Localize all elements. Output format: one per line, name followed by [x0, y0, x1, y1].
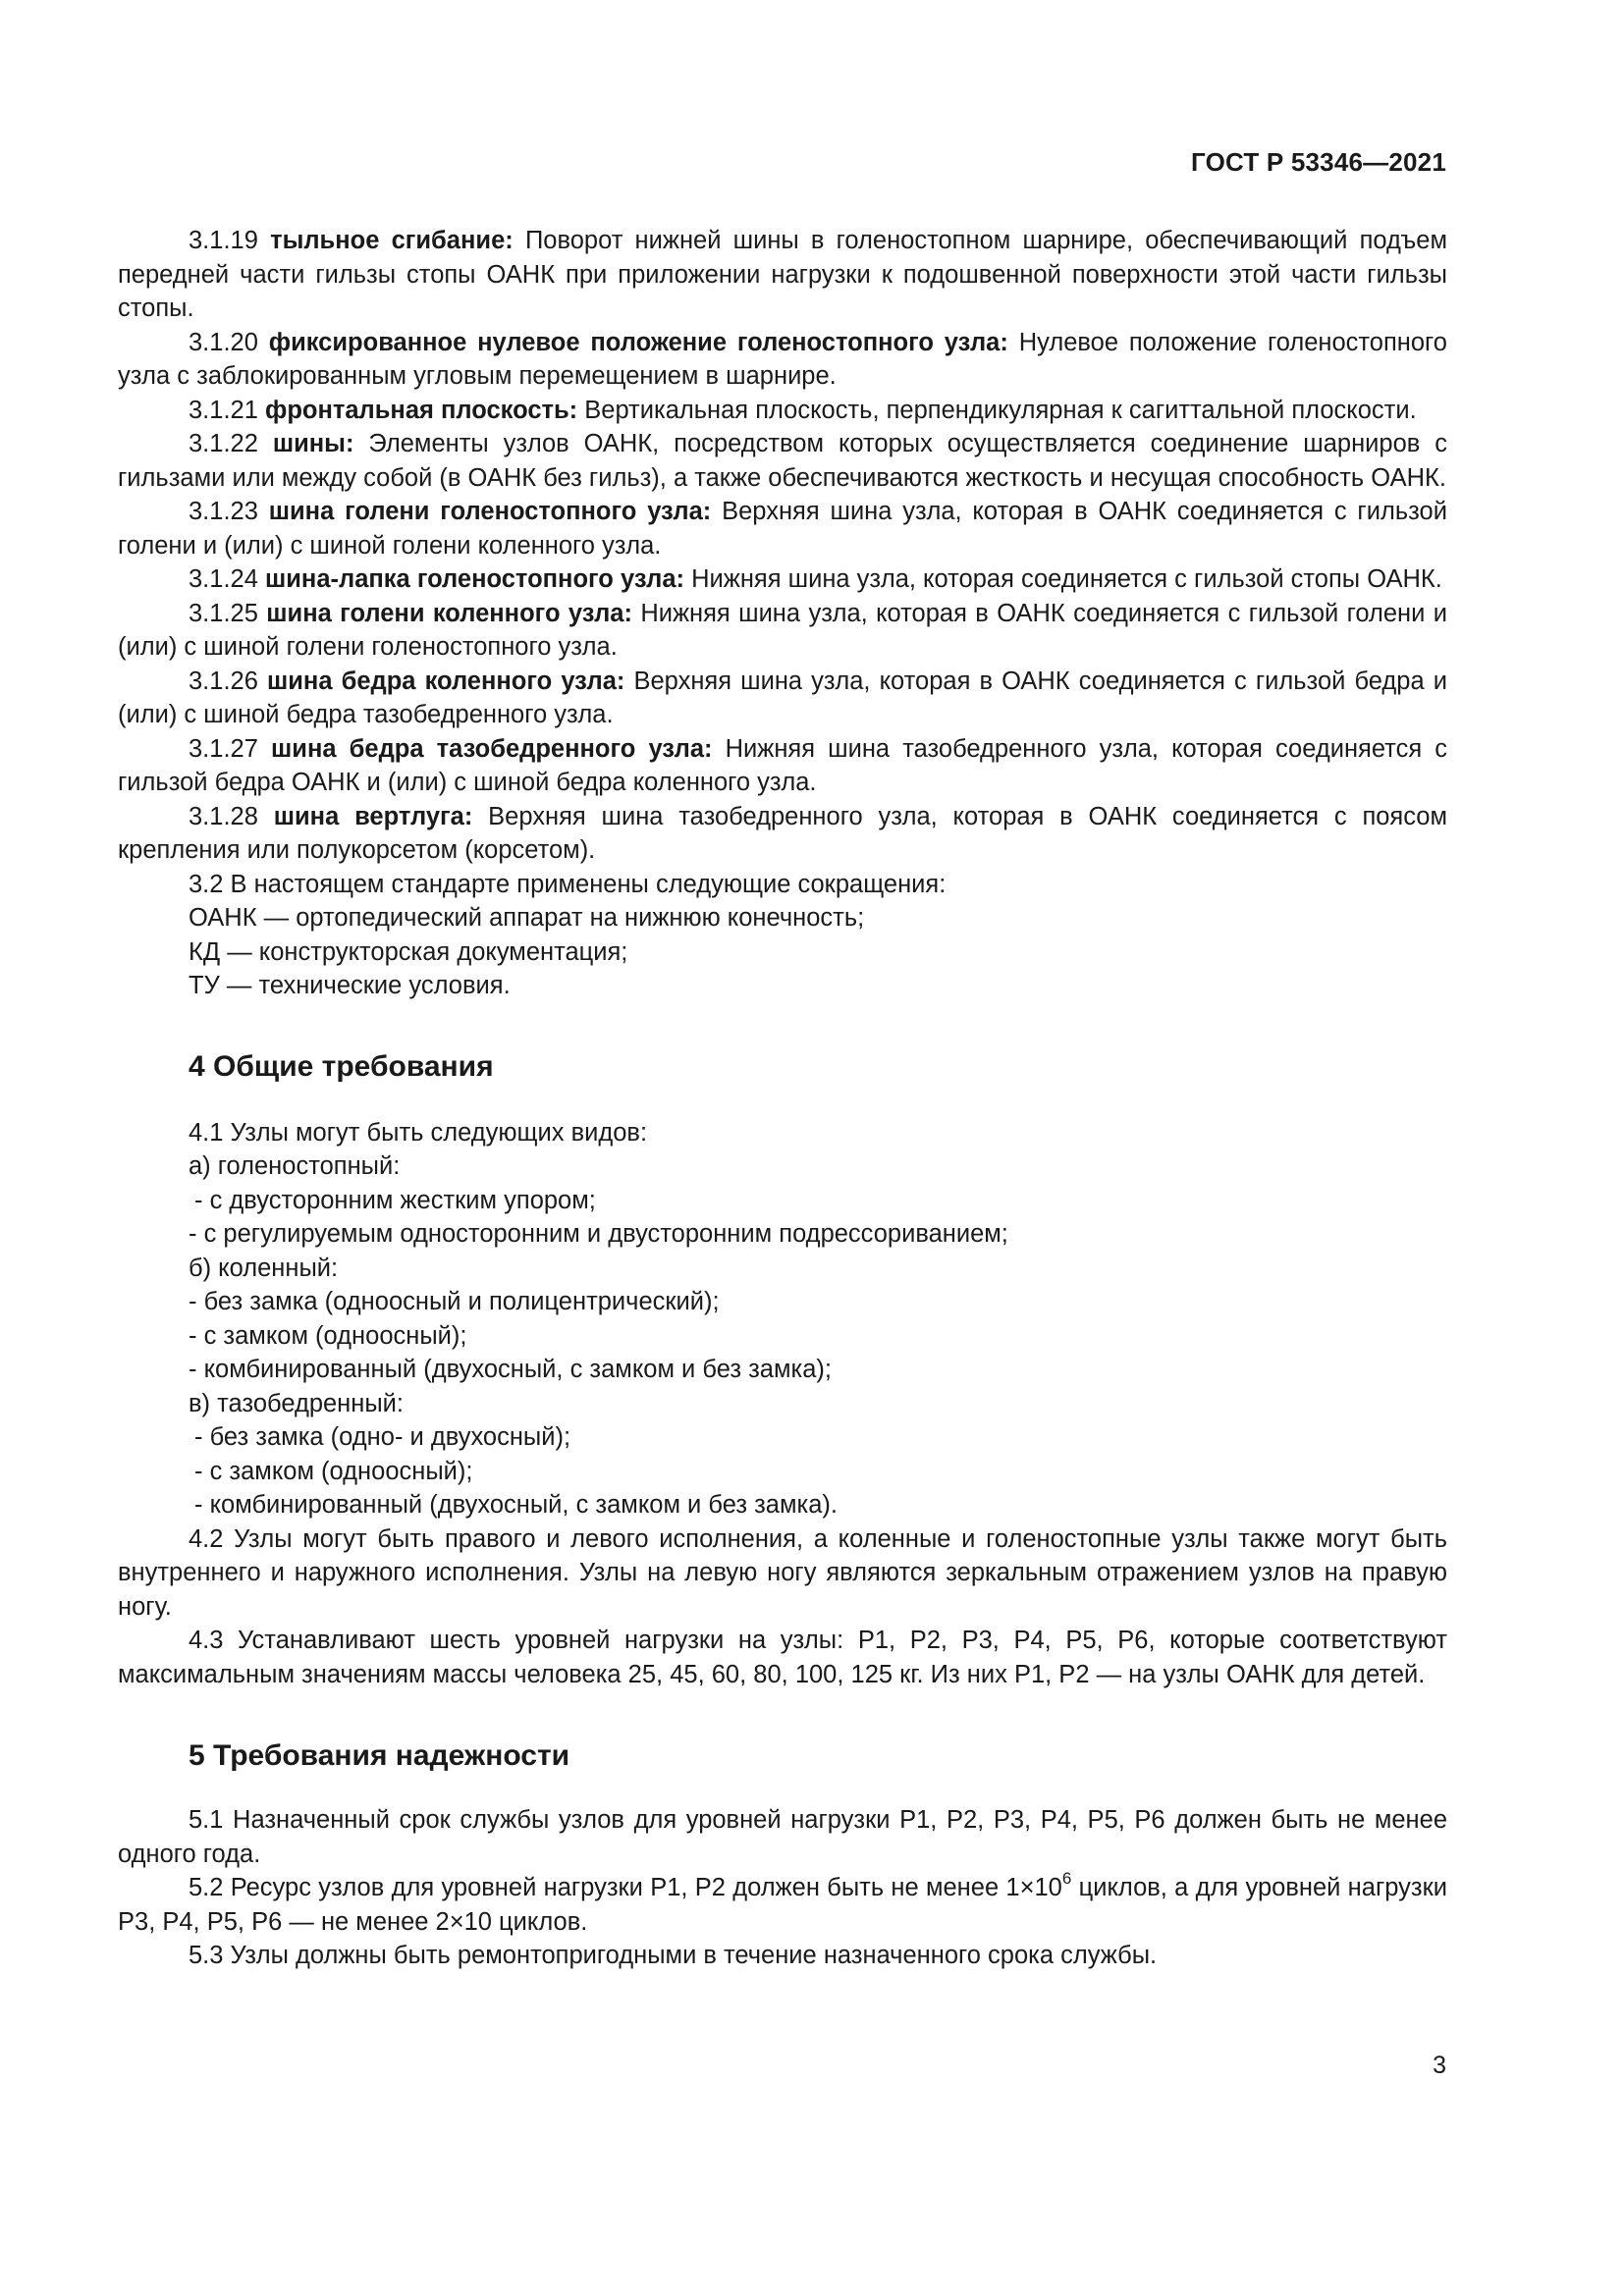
- list-item: - с двусторонним жестким упором;: [194, 1186, 596, 1214]
- clause-5-2: [118, 1868, 1447, 1939]
- definition-term: шины:: [272, 430, 354, 457]
- list-group-knee: б) коленный:: [189, 1254, 339, 1282]
- definition-text: Нижняя шина узла, которая соединяется с гильзой стопы ОАНК.: [691, 565, 1442, 593]
- definition-term: фронтальная плоскость:: [265, 396, 578, 424]
- definition-number: 3.1.28: [189, 802, 258, 830]
- definition-3-1-28: [118, 800, 1447, 868]
- definition-term: шина бедра тазобедренного узла:: [271, 734, 713, 763]
- abbreviations-intro: 3.2 В настоящем стандарте применены следующие сокращения:: [189, 870, 947, 898]
- list-item: - с регулируемым односторонним и двусторонним подрессориванием;: [189, 1220, 1008, 1248]
- clause-4-1-intro: 4.1 Узлы могут быть следующих видов:: [189, 1118, 648, 1147]
- definition-text: Вертикальная плоскость, перпендикулярная к сагиттальной плоскости.: [584, 396, 1417, 424]
- definition-3-1-22: [118, 427, 1447, 495]
- definition-term: шина голени коленного узла:: [266, 599, 632, 627]
- document-code-header: ГОСТ Р 53346—2021: [1191, 147, 1446, 177]
- definition-3-1-21: [118, 394, 1447, 428]
- definition-term: фиксированное нулевое положение голеностопного узла:: [268, 328, 1008, 356]
- definition-term: шина голени голеностопного узла:: [268, 498, 712, 525]
- definition-text: Нижняя шина узла, которая в ОАНК соединяется с гильзой голени и (или) с шиной голени голеностопного узла.: [118, 599, 1447, 661]
- list-item: - комбинированный (двухосный, с замком и без замка).: [194, 1491, 838, 1519]
- definition-text: Элементы узлов ОАНК, посредством которых осуществляется соединение шарниров с гильзами или между собой (в ОАНК без гильз), а также обеспечиваются жесткость и несущая способность ОАНК.: [118, 430, 1448, 492]
- definition-text: Верхняя шина тазобедренного узла, которая в ОАНК соединяется с поясом крепления или полукорсетом (корсетом).: [118, 802, 1447, 864]
- page-content: [118, 224, 1447, 1973]
- list-item: - без замка (одноосный и полицентрический);: [189, 1288, 720, 1315]
- definition-3-1-25: [118, 597, 1447, 665]
- list-group-ankle: а) голеностопный:: [189, 1152, 401, 1180]
- definition-number: 3.1.24: [189, 565, 258, 593]
- clause-5-2-text: 5.2 Ресурс узлов для уровней нагрузки Р1, Р2 должен быть не менее 1×10: [189, 1874, 1062, 1901]
- section-4-heading: 4 Общие требования: [189, 1049, 494, 1083]
- definition-number: 3.1.21: [189, 396, 258, 424]
- definition-3-1-19: [118, 224, 1447, 326]
- definition-text: Поворот нижней шины в голеностопном шарнире, обеспечивающий подъем передней части гильзы стопы ОАНК при приложении нагрузки к подошвенной поверхности этой части гильзы стопы.: [118, 227, 1447, 322]
- clause-5-1: 5.1 Назначенный срок службы узлов для уровней нагрузки Р1, Р2, Р3, Р4, Р5, Р6 должен быть не менее одного года.: [118, 1806, 1447, 1868]
- definition-number: 3.1.22: [189, 430, 258, 457]
- definition-number: 3.1.26: [189, 667, 258, 695]
- definition-term: шина вертлуга:: [273, 802, 473, 830]
- section-5-heading: 5 Требования надежности: [189, 1739, 570, 1772]
- definition-text: Нижняя шина тазобедренного узла, которая соединяется с гильзой бедра ОАНК и (или) с шиной бедра коленного узла.: [118, 734, 1447, 796]
- definition-term: шина-лапка голеностопного узла:: [265, 565, 685, 593]
- definition-term: шина бедра коленного узла:: [267, 667, 625, 695]
- list-group-hip: в) тазобедренный:: [189, 1389, 405, 1417]
- definition-number: 3.1.19: [189, 227, 258, 254]
- abbreviation-item: КД — конструкторская документация;: [189, 937, 628, 966]
- abbreviation-item: ОАНК — ортопедический аппарат на нижнюю конечность;: [189, 904, 865, 932]
- definition-number: 3.1.25: [189, 599, 258, 627]
- definition-number: 3.1.20: [189, 328, 258, 356]
- definition-3-1-23: [118, 495, 1447, 562]
- definition-text: Верхняя шина узла, которая в ОАНК соединяется с гильзой голени и (или) с шиной голени коленного узла.: [118, 498, 1447, 560]
- page-number: 3: [1433, 2052, 1446, 2079]
- definition-number: 3.1.23: [189, 498, 258, 525]
- definition-term: тыльное сгибание:: [270, 227, 514, 254]
- definition-number: 3.1.27: [189, 734, 258, 763]
- exponent: 6: [1061, 1868, 1072, 1888]
- definition-text: Верхняя шина узла, которая в ОАНК соединяется с гильзой бедра и (или) с шиной бедра тазобедренного узла.: [118, 667, 1447, 728]
- list-item: - без замка (одно- и двухосный);: [194, 1423, 571, 1451]
- list-item: - с замком (одноосный);: [194, 1457, 473, 1485]
- definition-3-1-27: [118, 732, 1447, 800]
- definition-3-1-20: [118, 326, 1447, 394]
- clause-5-2-text-end: циклов, а для уровней нагрузки Р3, Р4, Р5, Р6 — не менее 2×10 циклов.: [118, 1874, 1447, 1936]
- list-item: - комбинированный (двухосный, с замком и без замка);: [189, 1356, 832, 1383]
- abbreviation-item: ТУ — технические условия.: [189, 972, 511, 999]
- clause-5-3: 5.3 Узлы должны быть ремонтопригодными в течение назначенного срока службы.: [189, 1942, 1158, 1969]
- list-item: - с замком (одноосный);: [189, 1321, 467, 1350]
- clause-4-2: 4.2 Узлы могут быть правого и левого исполнения, а коленные и голеностопные узлы также могут быть внутреннего и наружного исполнения. Узлы на левую ногу являются зеркальным отражением узлов на правую ногу.: [118, 1524, 1447, 1621]
- definition-text: Нулевое положение голеностопного узла с заблокированным угловым перемещением в шарнире.: [118, 328, 1447, 390]
- definition-3-1-26: [118, 665, 1447, 732]
- clause-4-3: 4.3 Устанавливают шесть уровней нагрузки на узлы: Р1, Р2, Р3, Р4, Р5, Р6, которые соответствуют максимальным значениям массы человека 25, 45, 60, 80, 100, 125 кг. Из них Р1, Р2 — на узлы ОАНК для детей.: [118, 1627, 1447, 1688]
- definition-3-1-24: [118, 562, 1447, 597]
